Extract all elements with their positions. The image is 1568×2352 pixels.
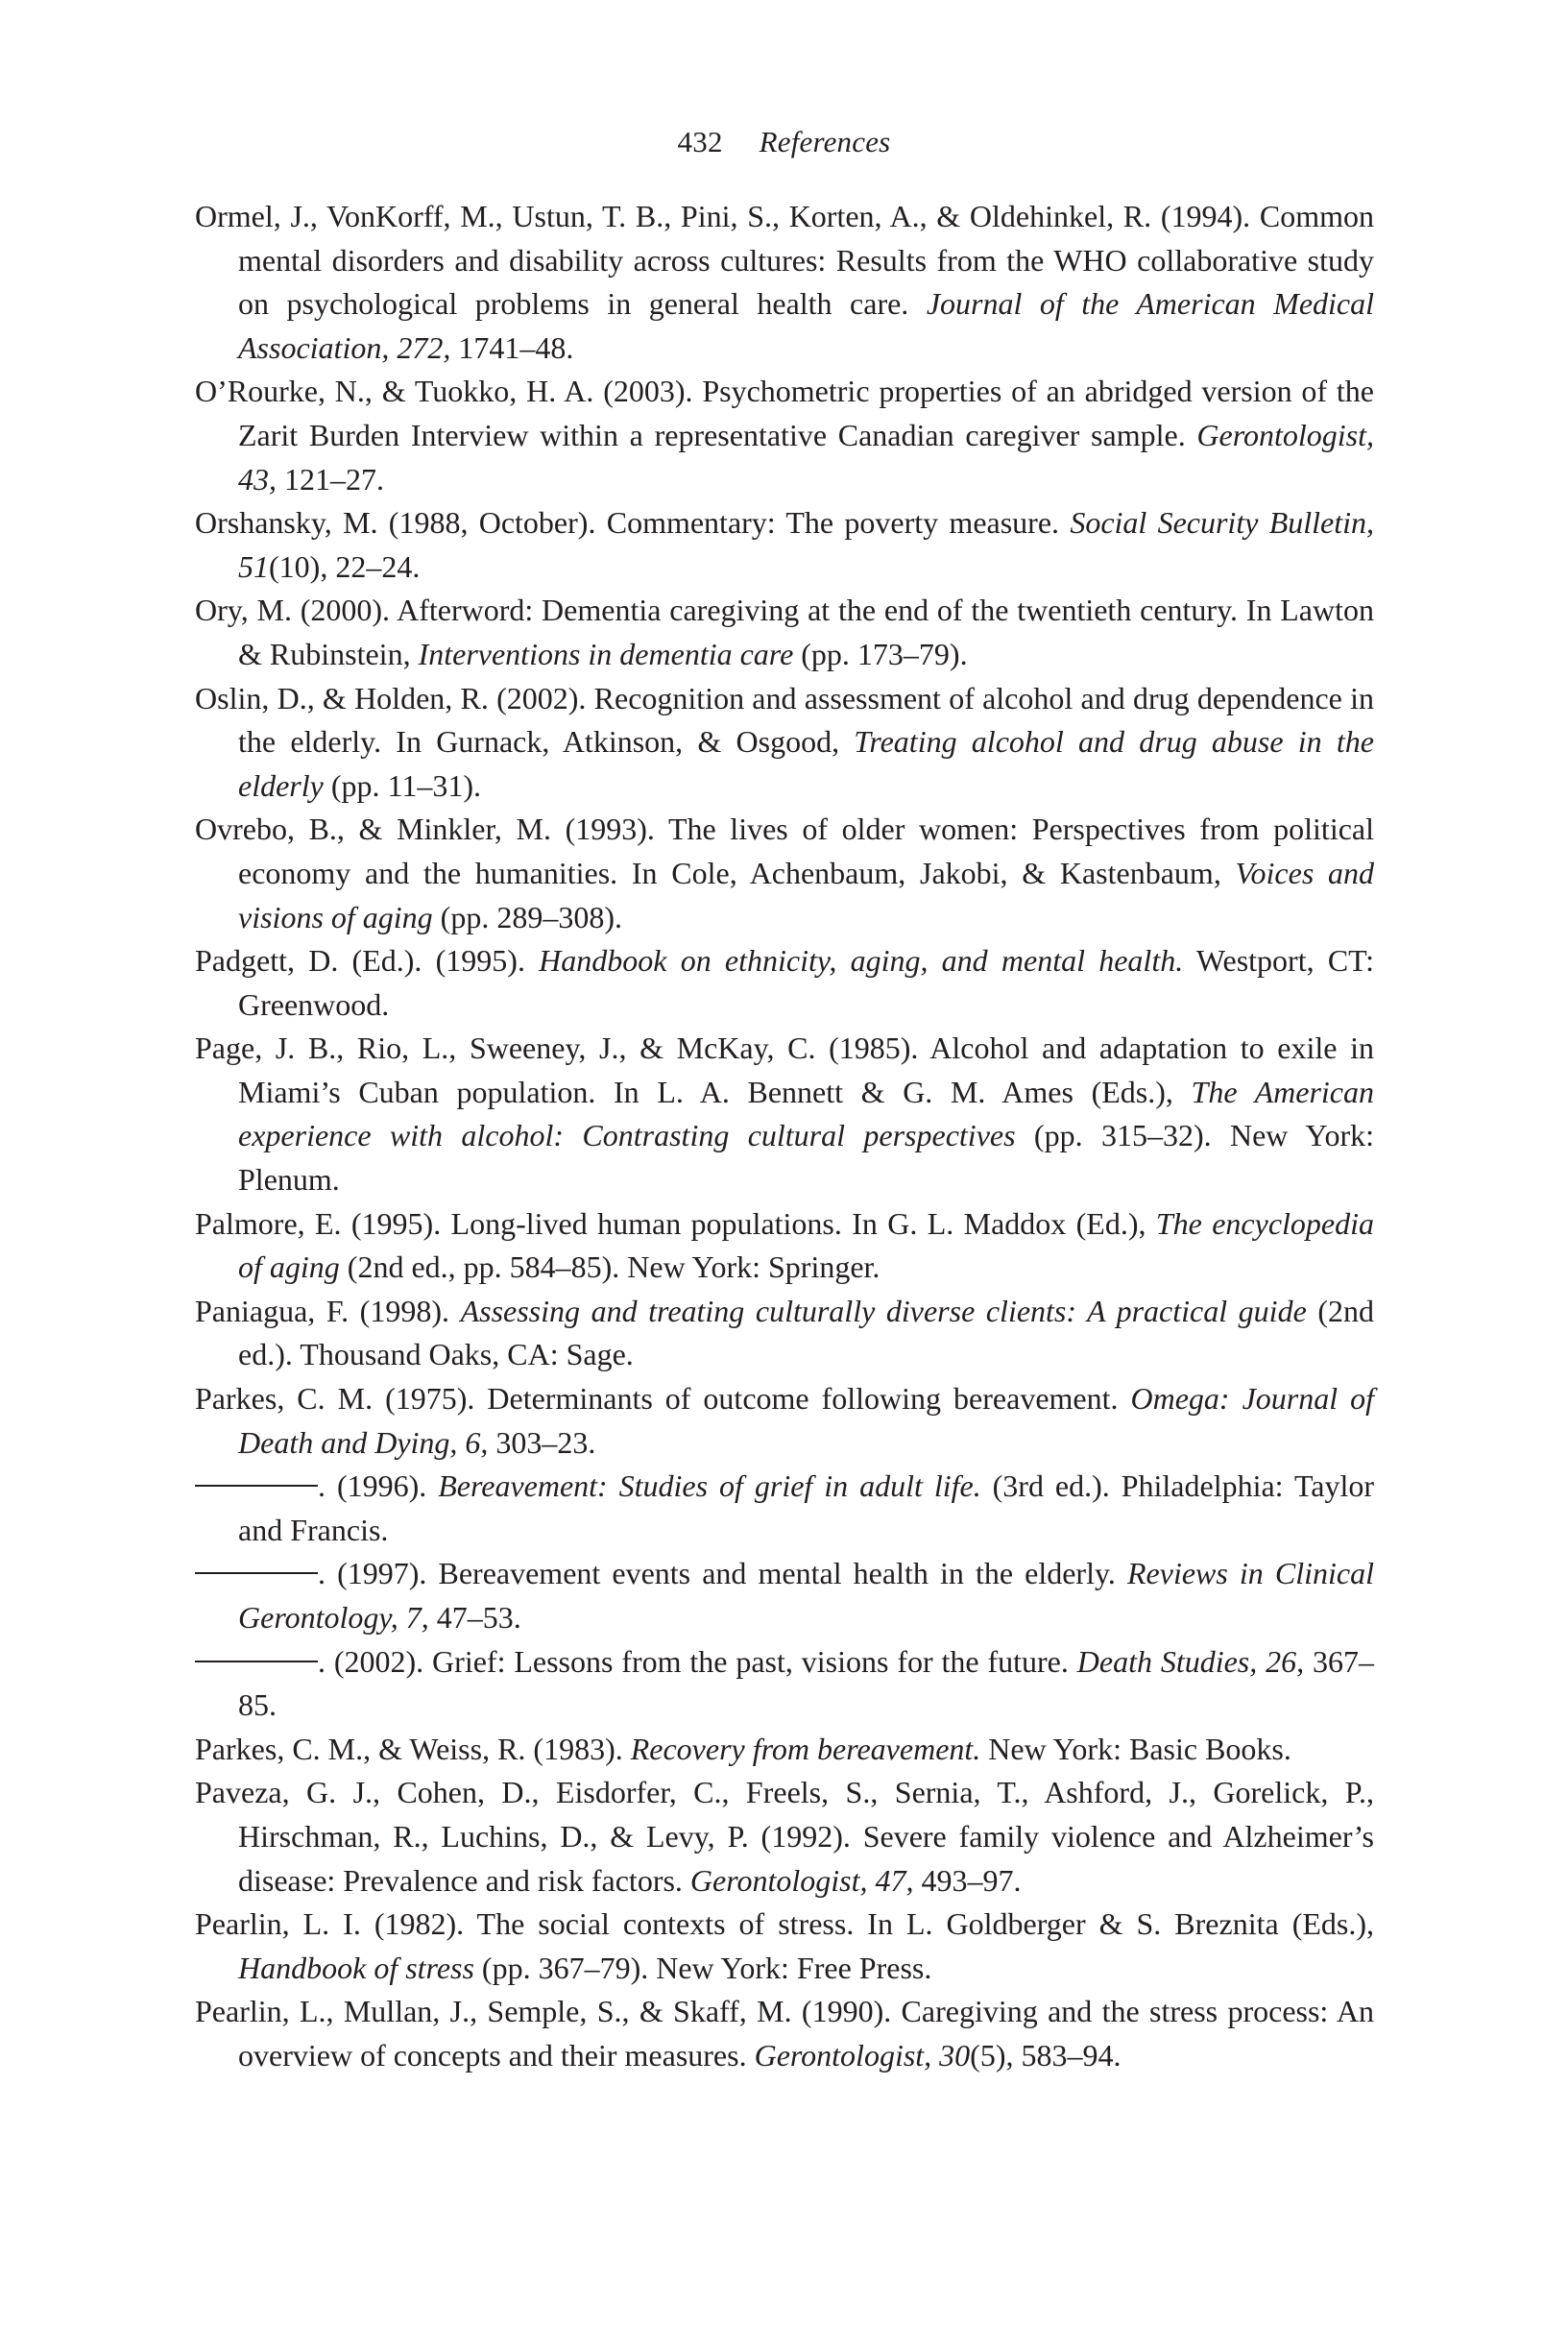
reference-entry: Ovrebo, B., & Minkler, M. (1993). The lives of older women: Perspectives from political economy and the humanities. In Cole, Achenbaum, Jakobi, & Kastenbaum, Voices and visions of aging (pp. 289–308). xyxy=(195,812,1374,934)
reference-entry: Pearlin, L., Mullan, J., Semple, S., & Skaff, M. (1990). Caregiving and the stress process: An overview of concepts and their measures. Gerontologist, 30(5), 583–94. xyxy=(195,1994,1374,2073)
reference-entry: Ory, M. (2000). Afterword: Dementia caregiving at the end of the twentieth century. In Lawton & Rubinstein, Interventions in dementia care (pp. 173–79). xyxy=(195,593,1374,671)
reference-list xyxy=(195,195,1374,2078)
reference-entry: Parkes, C. M., & Weiss, R. (1983). Recovery from bereavement. New York: Basic Books. xyxy=(195,1731,1291,1766)
reference-entry: Oslin, D., & Holden, R. (2002). Recognition and assessment of alcohol and drug dependence in the elderly. In Gurnack, Atkinson, & Osgood, Treating alcohol and drug abuse in the elderly (pp. 11–31). xyxy=(195,680,1375,803)
repeat-author-dash xyxy=(195,1661,318,1662)
reference-entry: Page, J. B., Rio, L., Sweeney, J., & McKay, C. (1985). Alcohol and adaptation to exile in Miami’s Cuban population. In L. A. Bennett & G. M. Ames (Eds.), The American experience with alcohol: Contrasting cultural perspectives (pp. 315–32). New York: Plenum. xyxy=(195,1031,1375,1198)
section-title: References xyxy=(759,125,891,158)
reference-entry: Ormel, J., VonKorff, M., Ustun, T. B., Pini, S., Korten, A., & Oldehinkel, R. (1994). Common mental disorders and disability across cultures: Results from the WHO collaborative study on psychological problems in general health care. Journal of the American Medical Association, 272, 1741–48. xyxy=(195,199,1375,365)
running-head xyxy=(0,123,1568,161)
reference-entry: . (2002). Grief: Lessons from the past, visions for the future. Death Studies, 26, 367–85. xyxy=(195,1640,1374,1728)
repeat-author-dash xyxy=(195,1572,318,1574)
reference-entry: Orshansky, M. (1988, October). Commentary: The poverty measure. Social Security Bulletin, 51(10), 22–24. xyxy=(195,505,1374,584)
reference-entry: Parkes, C. M. (1975). Determinants of outcome following bereavement. Omega: Journal of Death and Dying, 6, 303–23. xyxy=(195,1381,1375,1460)
reference-entry: . (1996). Bereavement: Studies of grief in adult life. (3rd ed.). Philadelphia: Taylor and Francis. xyxy=(195,1465,1374,1552)
reference-entry: Pearlin, L. I. (1982). The social contexts of stress. In L. Goldberger & S. Breznita (Eds.), Handbook of stress (pp. 367–79). New York: Free Press. xyxy=(195,1906,1374,1985)
reference-entry: Paveza, G. J., Cohen, D., Eisdorfer, C., Freels, S., Sernia, T., Ashford, J., Gorelick, P., Hirschman, R., Luchins, D., & Levy, P. (1992). Severe family violence and Alzheimer’s disease: Prevalence and risk factors. Gerontologist, 47, 493–97. xyxy=(195,1775,1374,1898)
reference-entry: . (1997). Bereavement events and mental health in the elderly. Reviews in Clinical Gerontology, 7, 47–53. xyxy=(195,1552,1374,1639)
repeat-author-dash xyxy=(195,1485,318,1487)
reference-entry: O’Rourke, N., & Tuokko, H. A. (2003). Psychometric properties of an abridged version of the Zarit Burden Interview within a representative Canadian caregiver sample. Gerontologist, 43, 121–27. xyxy=(195,374,1374,497)
page-number: 432 xyxy=(677,125,723,158)
reference-entry: Paniagua, F. (1998). Assessing and treating culturally diverse clients: A practical guide (2nd ed.). Thousand Oaks, CA: Sage. xyxy=(195,1293,1375,1372)
reference-entry: Padgett, D. (Ed.). (1995). Handbook on ethnicity, aging, and mental health. Westport, CT: Greenwood. xyxy=(195,943,1375,1022)
reference-entry: Palmore, E. (1995). Long-lived human populations. In G. L. Maddox (Ed.), The encyclopedia of aging (2nd ed., pp. 584–85). New York: Springer. xyxy=(195,1205,1375,1285)
